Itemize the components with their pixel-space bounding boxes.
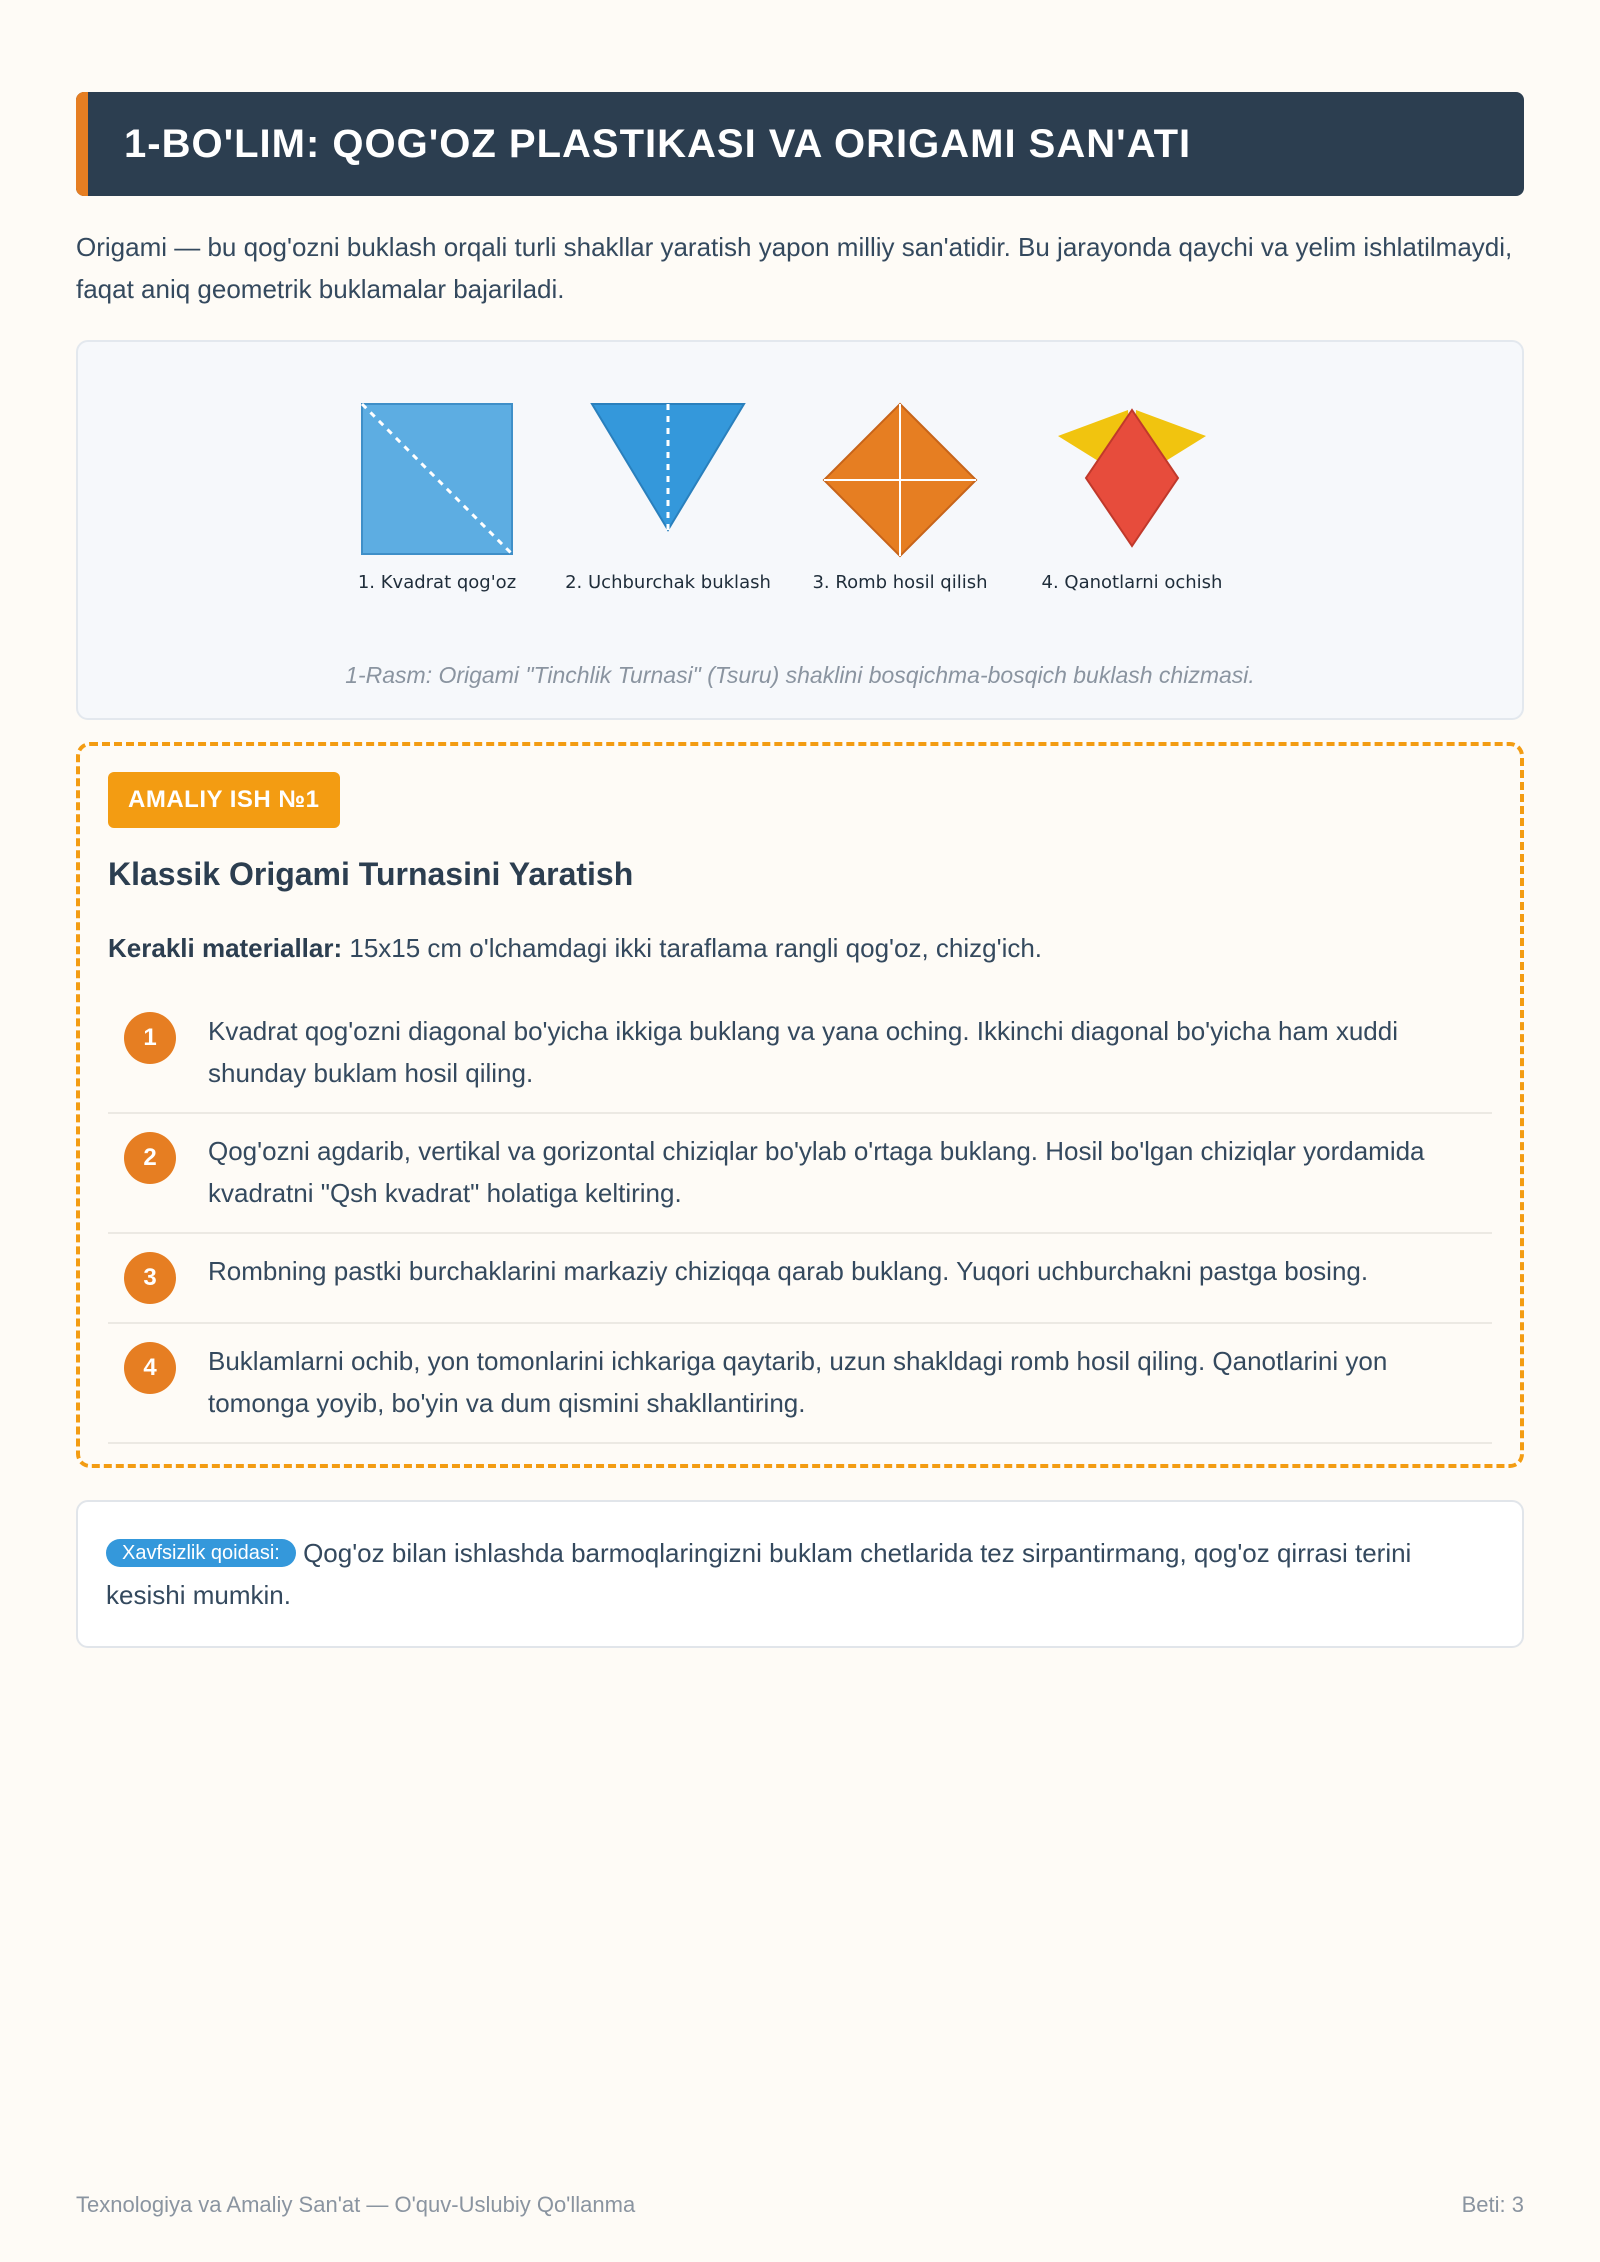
footer-page-number: Beti: 3 — [1461, 2192, 1524, 2217]
steps-list — [108, 994, 1492, 1444]
triangle-fold-icon — [592, 404, 744, 530]
list-item — [108, 1324, 1492, 1444]
section-title: 1-BO'LIM: QOG'OZ PLASTIKASI VA ORIGAMI SAN'ATI — [124, 121, 1192, 166]
list-item — [108, 1114, 1492, 1234]
step-text: Rombning pastki burchaklarini markaziy chiziqqa qarab buklang. Yuqori uchburchakni pastga bosing. — [208, 1256, 1369, 1286]
step-number-badge: 3 — [124, 1252, 176, 1304]
figure-step-label: 4. Qanotlarni ochish — [1041, 572, 1223, 593]
figure-step-label: 3. Romb hosil qilish — [812, 572, 988, 593]
safety-text: Qog'oz bilan ishlashda barmoqlaringizni buklam chetlarida tez sirpantirmang, qog'oz qirrasi terini kesishi mumkin. — [106, 1538, 1412, 1610]
figure-step-label: 1. Kvadrat qog'oz — [357, 572, 517, 593]
materials-text: 15x15 cm o'lchamdagi ikki taraflama rangli qog'oz, chizg'ich. — [342, 933, 1043, 963]
safety-tag: Xavfsizlik qoidasi: — [106, 1539, 296, 1567]
materials-line — [108, 933, 1492, 964]
materials-label: Kerakli materiallar: — [108, 933, 343, 963]
figure-box — [76, 340, 1524, 720]
page — [76, 92, 1524, 1648]
list-item — [108, 994, 1492, 1114]
step-text: Qog'ozni agdarib, vertikal va gorizontal chiziqlar bo'ylab o'rtaga buklang. Hosil bo'lgan chiziqlar yordamida kvadratni "Qsh kvadrat" holatiga keltiring. — [208, 1136, 1425, 1208]
step-text: Kvadrat qog'ozni diagonal bo'yicha ikkiga buklang va yana oching. Ikkinchi diagonal bo'yicha ham xuddi shunday buklam hosil qiling. — [208, 1016, 1398, 1088]
figure-caption: 1-Rasm: Origami "Tinchlik Turnasi" (Tsuru) shaklini bosqichma-bosqich buklash chizmasi. — [345, 662, 1255, 688]
square-paper-icon — [362, 404, 512, 554]
safety-box — [76, 1500, 1524, 1648]
wings-icon — [1058, 410, 1206, 546]
figure-step-label: 2. Uchburchak buklash — [565, 572, 771, 593]
step-text: Buklamlarni ochib, yon tomonlarini ichkariga qaytarib, uzun shakldagi romb hosil qiling. Qanotlarini yon tomonga yoyib, bo'yin va dum qismini shakllantiring. — [208, 1346, 1388, 1418]
section-header — [76, 92, 1524, 196]
intro-paragraph: Origami — bu qog'ozni buklash orqali turli shakllar yaratish yapon milliy san'atidir. Bu jarayonda qaychi va yelim ishlatilmaydi, faqat aniq geometrik buklamalar bajariladi. — [76, 232, 1513, 304]
header-accent-bar — [76, 92, 88, 196]
list-item — [108, 1234, 1492, 1324]
step-number-badge: 4 — [124, 1342, 176, 1394]
practice-box — [76, 742, 1524, 1468]
rhombus-icon — [824, 404, 976, 556]
step-number-badge: 1 — [124, 1012, 176, 1064]
practice-title: Klassik Origami Turnasini Yaratish — [108, 856, 634, 892]
step-number-badge: 2 — [124, 1132, 176, 1184]
practice-badge: AMALIY ISH №1 — [108, 772, 340, 828]
footer-book-title: Texnologiya va Amaliy San'at — O'quv-Uslubiy Qo'llanma — [76, 2192, 636, 2217]
